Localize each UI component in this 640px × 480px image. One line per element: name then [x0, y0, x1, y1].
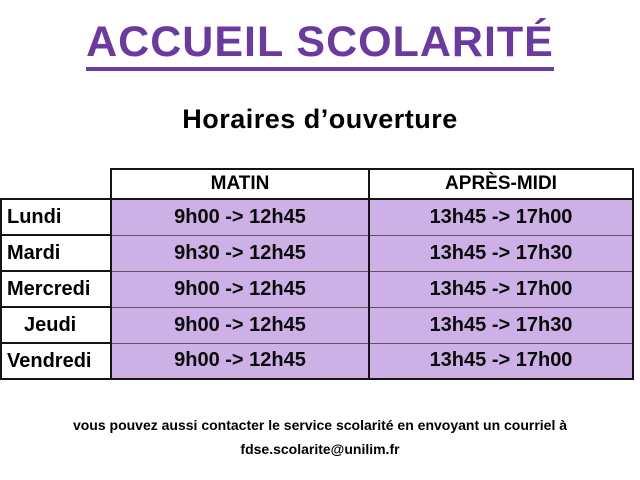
apres-midi-hours-lundi: 13h45 -> 17h00 [369, 199, 633, 235]
apres-midi-hours-vendredi: 13h45 -> 17h00 [369, 343, 633, 379]
footer-email: fdse.scolarite@unilim.fr [240, 441, 400, 457]
page-title [0, 18, 640, 67]
table-row-mardi [1, 235, 633, 271]
page-title-text: ACCUEIL SCOLARITÉ [86, 18, 554, 71]
day-label-vendredi: Vendredi [1, 343, 111, 379]
matin-hours-mercredi: 9h00 -> 12h45 [111, 271, 369, 307]
day-label-mercredi: Mercredi [1, 271, 111, 307]
table-header-row [1, 169, 633, 199]
column-header-matin: MATIN [111, 169, 369, 199]
matin-hours-mardi: 9h30 -> 12h45 [111, 235, 369, 271]
matin-hours-vendredi: 9h00 -> 12h45 [111, 343, 369, 379]
table-row-vendredi [1, 343, 633, 379]
table-row-lundi [1, 199, 633, 235]
footer-contact-text: vous pouvez aussi contacter le service scolarité en envoyant un courriel à [72, 417, 568, 433]
day-label-mardi: Mardi [1, 235, 111, 271]
day-label-jeudi: Jeudi [1, 307, 111, 343]
page-subtitle: Horaires d’ouverture [182, 104, 458, 134]
matin-hours-lundi: 9h00 -> 12h45 [111, 199, 369, 235]
matin-hours-jeudi: 9h00 -> 12h45 [111, 307, 369, 343]
day-label-lundi: Lundi [1, 199, 111, 235]
apres-midi-hours-mercredi: 13h45 -> 17h00 [369, 271, 633, 307]
empty-corner-cell [1, 169, 111, 199]
table-row-mercredi [1, 271, 633, 307]
opening-hours-table [0, 168, 634, 380]
apres-midi-hours-jeudi: 13h45 -> 17h30 [369, 307, 633, 343]
apres-midi-hours-mardi: 13h45 -> 17h30 [369, 235, 633, 271]
footer-note [0, 413, 640, 461]
column-header-apres-midi: APRÈS-MIDI [369, 169, 633, 199]
table-row-jeudi [1, 307, 633, 343]
